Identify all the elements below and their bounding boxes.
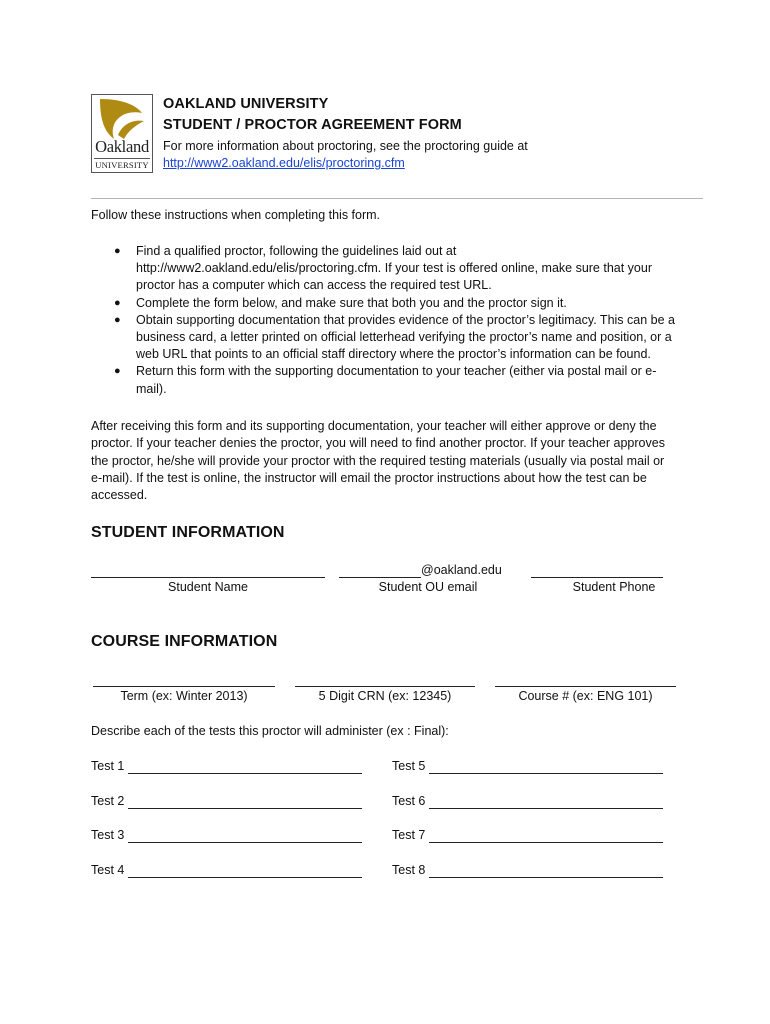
bullet-icon: ●	[114, 296, 121, 309]
instruction-line: mail).	[136, 381, 167, 396]
instruction-item	[109, 363, 701, 397]
paragraph-line: After receiving this form and its supporting documentation, your teacher will either approve or deny the	[91, 419, 657, 433]
course-info-heading: COURSE INFORMATION	[91, 633, 278, 650]
approval-paragraph	[91, 418, 703, 504]
logo-subtitle: UNIVERSITY	[95, 160, 149, 170]
instruction-item	[109, 243, 701, 295]
logo-wordmark: Oakland	[95, 137, 149, 156]
term-label: Term (ex: Winter 2013)	[120, 689, 248, 703]
test-5-label: Test 5	[392, 759, 426, 773]
test-3-field[interactable]	[128, 842, 362, 843]
test-6-label: Test 6	[392, 794, 426, 808]
bullet-icon: ●	[114, 313, 121, 326]
test-7-label: Test 7	[392, 828, 426, 842]
paragraph-line: proctor. If your teacher denies the proctor, you will need to find another proctor. If your teacher approves	[91, 436, 665, 451]
test-8-label: Test 8	[392, 863, 426, 877]
student-email-field[interactable]	[339, 577, 421, 578]
crn-field[interactable]	[295, 686, 475, 687]
header-divider	[91, 198, 703, 199]
test-4-field[interactable]	[128, 877, 362, 878]
logo-sail-icon	[92, 95, 152, 141]
test-2-label: Test 2	[91, 794, 125, 808]
instruction-item	[109, 312, 701, 364]
instruction-item	[109, 295, 701, 312]
course-number-label: Course # (ex: ENG 101)	[518, 689, 653, 703]
student-name-field[interactable]	[91, 577, 325, 578]
instruction-line: http://www2.oakland.edu/elis/proctoring.cfm. If your test is offered online, make sure that your	[136, 261, 652, 276]
student-phone-field[interactable]	[531, 577, 663, 578]
form-title: STUDENT / PROCTOR AGREEMENT FORM	[163, 117, 462, 133]
student-phone-label: Student Phone	[572, 580, 656, 594]
test-6-field[interactable]	[429, 808, 663, 809]
student-info-heading: STUDENT INFORMATION	[91, 524, 285, 541]
instruction-line: web URL that points to an official staff directory where the proctor’s information can be found.	[136, 347, 651, 362]
test-1-field[interactable]	[128, 773, 362, 774]
tests-description: Describe each of the tests this proctor will administer (ex : Final):	[91, 724, 449, 738]
test-1-label: Test 1	[91, 759, 125, 773]
course-number-field[interactable]	[495, 686, 676, 687]
student-email-label: Student OU email	[378, 580, 478, 594]
proctoring-info-text: For more information about proctoring, see the proctoring guide at	[163, 139, 528, 153]
test-4-label: Test 4	[91, 863, 125, 877]
test-2-field[interactable]	[128, 808, 362, 809]
test-5-field[interactable]	[429, 773, 663, 774]
crn-label: 5 Digit CRN (ex: 12345)	[318, 689, 452, 703]
paragraph-line: the proctor, he/she will provide your proctor with the required testing materials (usually via postal mail or	[91, 453, 665, 468]
test-7-field[interactable]	[429, 842, 663, 843]
test-3-label: Test 3	[91, 828, 125, 842]
term-field[interactable]	[93, 686, 275, 687]
email-domain-suffix: @oakland.edu	[421, 563, 502, 577]
instructions-intro: Follow these instructions when completing this form.	[91, 208, 381, 222]
instruction-line: Complete the form below, and make sure that both you and the proctor sign it.	[136, 295, 567, 310]
instructions-list	[109, 243, 701, 398]
university-title: OAKLAND UNIVERSITY	[163, 96, 329, 112]
paragraph-line: e-mail). If the test is online, the instructor will email the proctor instructions about how the test can be	[91, 470, 647, 485]
instruction-line: proctor has a computer which can access the required test URL.	[136, 278, 492, 293]
instruction-line: Obtain supporting documentation that provides evidence of the proctor’s legitimacy. This can be a	[136, 312, 675, 327]
bullet-icon: ●	[114, 245, 121, 257]
proctoring-guide-link[interactable]: http://www2.oakland.edu/elis/proctoring.cfm	[163, 156, 405, 170]
instruction-line: Find a qualified proctor, following the guidelines laid out at	[136, 244, 457, 258]
instruction-line: business card, a letter printed on official letterhead verifying the proctor’s name and position, or a	[136, 330, 672, 345]
bullet-icon: ●	[114, 365, 121, 378]
test-8-field[interactable]	[429, 877, 663, 878]
instruction-line: Return this form with the supporting documentation to your teacher (either via postal mail or e-	[136, 364, 657, 379]
oakland-university-logo	[91, 94, 153, 173]
student-name-label: Student Name	[168, 580, 248, 594]
paragraph-line: accessed.	[91, 488, 148, 503]
